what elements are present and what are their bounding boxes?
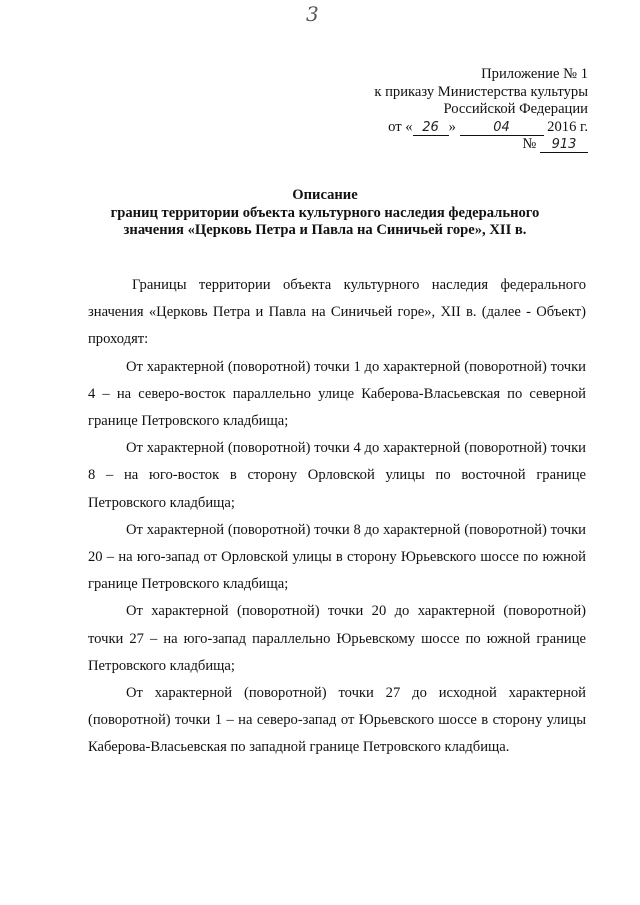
title-line-2: границ территории объекта культурного наследия федерального <box>110 204 540 221</box>
date-month-field <box>460 120 544 136</box>
appendix-number-line <box>258 136 588 154</box>
date-day-field <box>413 120 449 136</box>
date-year: 2016 г. <box>547 118 588 135</box>
paragraph-intro: Границы территории объекта культурного наследия федерального значения «Церковь Петра и Павла на Синичьей горе», XII в. (далее - Объект) проходят: <box>88 277 586 348</box>
number-handwritten: 913 <box>551 137 577 153</box>
date-mid: » <box>448 118 456 135</box>
appendix-order-ref: к приказу Министерства культуры <box>374 83 588 100</box>
document-body <box>88 272 586 762</box>
paragraph-segment-1-4: От характерной (поворотной) точки 1 до характерной (поворотной) точки 4 – на северо-восток параллельно улице Каберова-Власьевская по северной границе Петровского кладбища; <box>88 358 586 430</box>
appendix-country: Российской Федерации <box>443 101 588 118</box>
appendix-title: Приложение № 1 <box>481 66 588 82</box>
paragraph-segment-8-20: От характерной (поворотной) точки 8 до характерной (поворотной) точки 20 – на юго-запад от Орловской улицы в сторону Юрьевского шоссе по южной границе Петровского кладбища; <box>88 521 586 593</box>
appendix-header <box>258 66 588 154</box>
number-label: № <box>522 136 537 153</box>
date-month-handwritten: 04 <box>493 119 510 135</box>
appendix-date-line <box>258 119 588 137</box>
date-prefix: от « <box>388 118 413 135</box>
paragraph-segment-4-8: От характерной (поворотной) точки 4 до характерной (поворотной) точки 8 – на юго-восток в сторону Орловской улицы по восточной границе Петровского кладбища; <box>88 440 586 511</box>
title-line-3: значения «Церковь Петра и Павла на Синичьей горе», XII в. <box>123 222 527 238</box>
date-day-handwritten: 26 <box>422 119 439 135</box>
paragraph-segment-27-1: От характерной (поворотной) точки 27 до исходной характерной (поворотной) точки 1 – на северо-запад от Юрьевского шоссе в сторону улицы Каберова-Власьевская по западной границе Петровского кладбища. <box>88 685 586 756</box>
number-field <box>540 137 588 153</box>
page-number: 3 <box>306 2 319 26</box>
document-title <box>70 187 580 240</box>
title-line-1: Описание <box>292 187 358 203</box>
paragraph-segment-20-27: От характерной (поворотной) точки 20 до характерной (поворотной) точки 27 – на юго-запад параллельно Юрьевскому шоссе по южной границе Петровского кладбища; <box>88 603 586 674</box>
